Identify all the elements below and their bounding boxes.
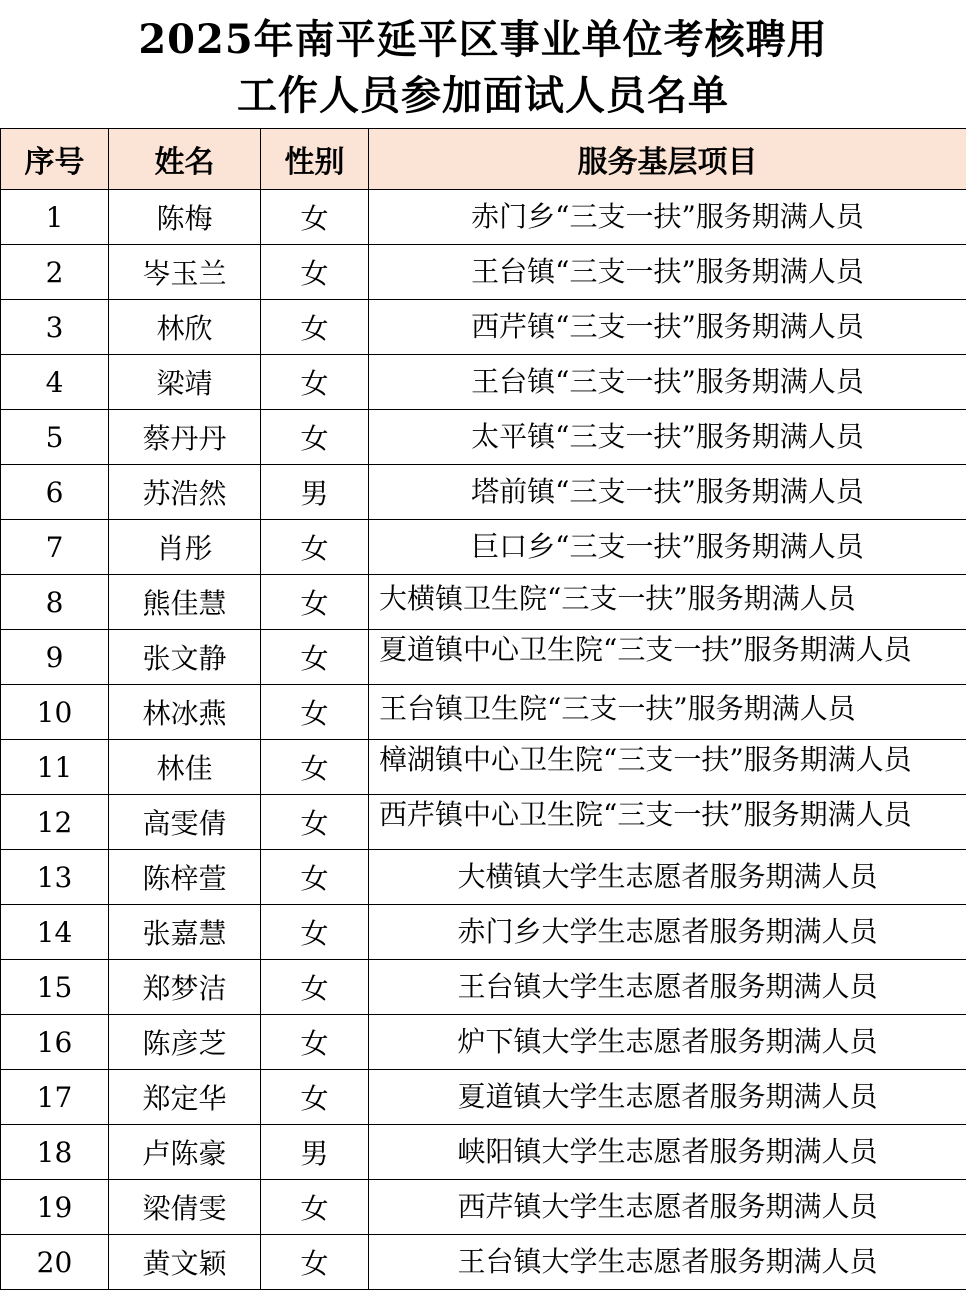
cell-name: 林冰燕: [109, 685, 261, 740]
project-text: 塔前镇“三支一扶”服务期满人员: [471, 475, 864, 508]
cell-project: [369, 630, 966, 685]
cell-gender: 男: [261, 1125, 369, 1180]
cell-name: 陈梅: [109, 190, 261, 245]
project-text: 炉下镇大学生志愿者服务期满人员: [457, 1025, 878, 1058]
cell-number: 18: [1, 1125, 109, 1180]
cell-name: 苏浩然: [109, 465, 261, 520]
page-title: [0, 0, 966, 128]
cell-number: 14: [1, 905, 109, 960]
cell-project: [369, 1070, 966, 1125]
cell-project: [369, 190, 966, 245]
cell-name: 黄文颖: [109, 1235, 261, 1290]
cell-name: 卢陈豪: [109, 1125, 261, 1180]
cell-project: [369, 1015, 966, 1070]
cell-gender: 女: [261, 410, 369, 465]
cell-gender: 男: [261, 465, 369, 520]
interview-list-table: [0, 128, 966, 1290]
cell-number: 1: [1, 190, 109, 245]
cell-gender: 女: [261, 190, 369, 245]
table-row: [1, 520, 966, 575]
table-row: [1, 905, 966, 960]
cell-number: 5: [1, 410, 109, 465]
cell-project: [369, 850, 966, 905]
table-row: [1, 685, 966, 740]
table-header-row: [1, 129, 966, 190]
table-row: [1, 245, 966, 300]
cell-gender: 女: [261, 300, 369, 355]
cell-name: 高雯倩: [109, 795, 261, 850]
project-text: 王台镇大学生志愿者服务期满人员: [457, 1245, 878, 1278]
title-line-2: 工作人员参加面试人员名单: [237, 72, 729, 119]
cell-number: 12: [1, 795, 109, 850]
cell-number: 7: [1, 520, 109, 575]
table-row: [1, 1235, 966, 1290]
cell-name: 陈彦芝: [109, 1015, 261, 1070]
cell-number: 15: [1, 960, 109, 1015]
table-row: [1, 575, 966, 630]
table-row: [1, 355, 966, 410]
header-number: 序号: [1, 129, 109, 190]
cell-project: [369, 520, 966, 575]
project-text: 夏道镇中心卫生院“三支一扶”服务期满人员: [379, 633, 912, 666]
cell-name: 熊佳慧: [109, 575, 261, 630]
project-text: 大横镇卫生院“三支一扶”服务期满人员: [379, 582, 856, 615]
cell-gender: 女: [261, 1235, 369, 1290]
cell-project: [369, 1180, 966, 1235]
header-project: 服务基层项目: [369, 129, 966, 190]
cell-project: [369, 410, 966, 465]
cell-name: 郑梦洁: [109, 960, 261, 1015]
cell-number: 16: [1, 1015, 109, 1070]
cell-project: [369, 575, 966, 630]
cell-project: [369, 905, 966, 960]
cell-number: 19: [1, 1180, 109, 1235]
cell-gender: 女: [261, 355, 369, 410]
cell-gender: 女: [261, 795, 369, 850]
table-row: [1, 795, 966, 850]
cell-project: [369, 465, 966, 520]
table-row: [1, 300, 966, 355]
table-row: [1, 1070, 966, 1125]
cell-number: 11: [1, 740, 109, 795]
project-text: 赤门乡大学生志愿者服务期满人员: [457, 915, 878, 948]
project-text: 王台镇“三支一扶”服务期满人员: [471, 255, 864, 288]
project-text: 樟湖镇中心卫生院“三支一扶”服务期满人员: [379, 743, 912, 776]
cell-gender: 女: [261, 245, 369, 300]
project-text: 王台镇卫生院“三支一扶”服务期满人员: [379, 692, 856, 725]
table-row: [1, 740, 966, 795]
table-row: [1, 1180, 966, 1235]
cell-gender: 女: [261, 1015, 369, 1070]
cell-number: 6: [1, 465, 109, 520]
table-row: [1, 410, 966, 465]
cell-number: 2: [1, 245, 109, 300]
cell-name: 梁倩雯: [109, 1180, 261, 1235]
cell-name: 岑玉兰: [109, 245, 261, 300]
title-line-1: 2025年南平延平区事业单位考核聘用: [138, 16, 828, 63]
cell-number: 9: [1, 630, 109, 685]
cell-gender: 女: [261, 740, 369, 795]
cell-gender: 女: [261, 630, 369, 685]
table-row: [1, 960, 966, 1015]
project-text: 峡阳镇大学生志愿者服务期满人员: [457, 1135, 878, 1168]
cell-number: 3: [1, 300, 109, 355]
cell-gender: 女: [261, 575, 369, 630]
cell-name: 蔡丹丹: [109, 410, 261, 465]
cell-project: [369, 795, 966, 850]
cell-number: 8: [1, 575, 109, 630]
cell-gender: 女: [261, 1180, 369, 1235]
cell-project: [369, 740, 966, 795]
cell-project: [369, 1125, 966, 1180]
cell-gender: 女: [261, 1070, 369, 1125]
cell-number: 20: [1, 1235, 109, 1290]
project-text: 巨口乡“三支一扶”服务期满人员: [471, 530, 864, 563]
cell-gender: 女: [261, 685, 369, 740]
table-row: [1, 190, 966, 245]
project-text: 大横镇大学生志愿者服务期满人员: [457, 860, 878, 893]
cell-name: 郑定华: [109, 1070, 261, 1125]
cell-name: 梁靖: [109, 355, 261, 410]
cell-number: 4: [1, 355, 109, 410]
cell-name: 肖彤: [109, 520, 261, 575]
header-name: 姓名: [109, 129, 261, 190]
cell-gender: 女: [261, 905, 369, 960]
cell-number: 17: [1, 1070, 109, 1125]
cell-project: [369, 960, 966, 1015]
cell-number: 13: [1, 850, 109, 905]
project-text: 赤门乡“三支一扶”服务期满人员: [471, 200, 864, 233]
project-text: 西芹镇“三支一扶”服务期满人员: [471, 310, 864, 343]
cell-gender: 女: [261, 520, 369, 575]
cell-name: 林欣: [109, 300, 261, 355]
table-row: [1, 1015, 966, 1070]
table-row: [1, 630, 966, 685]
project-text: 王台镇“三支一扶”服务期满人员: [471, 365, 864, 398]
cell-number: 10: [1, 685, 109, 740]
cell-gender: 女: [261, 960, 369, 1015]
cell-project: [369, 685, 966, 740]
cell-project: [369, 355, 966, 410]
cell-name: 林佳: [109, 740, 261, 795]
cell-name: 张嘉慧: [109, 905, 261, 960]
project-text: 西芹镇大学生志愿者服务期满人员: [457, 1190, 878, 1223]
cell-name: 张文静: [109, 630, 261, 685]
table-row: [1, 465, 966, 520]
project-text: 夏道镇大学生志愿者服务期满人员: [457, 1080, 878, 1113]
cell-name: 陈梓萱: [109, 850, 261, 905]
table-row: [1, 1125, 966, 1180]
project-text: 太平镇“三支一扶”服务期满人员: [471, 420, 864, 453]
cell-project: [369, 1235, 966, 1290]
header-gender: 性别: [261, 129, 369, 190]
project-text: 西芹镇中心卫生院“三支一扶”服务期满人员: [379, 798, 912, 831]
table-row: [1, 850, 966, 905]
project-text: 王台镇大学生志愿者服务期满人员: [457, 970, 878, 1003]
cell-gender: 女: [261, 850, 369, 905]
cell-project: [369, 245, 966, 300]
cell-project: [369, 300, 966, 355]
